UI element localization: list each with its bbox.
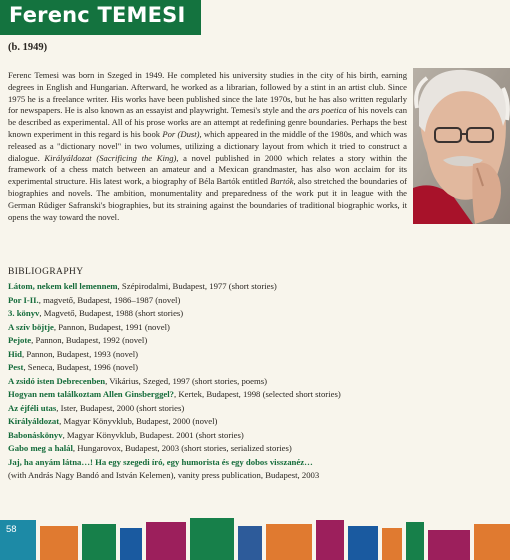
bio-part: , also stretched the boundaries of biographies and novels. The ambition, monumentality and preparedness of the work put it in league with the German Rüdiger Safranski's biographies, but its straining against the boundaries of traditional biographic works, it opens the way toward the novel. bbox=[8, 176, 407, 222]
bio-italic: Por (Dust) bbox=[162, 128, 200, 139]
bio-italic: Királyáldozat (Sacrificing the King) bbox=[44, 152, 177, 163]
list-item bbox=[8, 361, 428, 375]
name-banner bbox=[0, 0, 201, 35]
book-title: Gabo meg a halál bbox=[8, 443, 73, 453]
list-item bbox=[8, 415, 428, 429]
bibliography-heading: BIBLIOGRAPHY bbox=[8, 267, 84, 277]
stripe bbox=[382, 528, 402, 560]
book-details: , Hungarovox, Budapest, 2003 (short stories, serialized stories) bbox=[72, 443, 292, 453]
bio-part: of his novels can be described as experimental. All of his prose works are an attempt at redefining genre boundaries. Perhaps the best known experiment in this regard is his book bbox=[8, 105, 407, 139]
book-title: Jaj, ha anyám látna…! Ha egy szegedi író, egy humorista és egy dobos visszanéz… bbox=[8, 456, 313, 467]
list-item-continuation: (with András Nagy Bandó and István Kelemen), vanity press publication, Budapest, 2003 bbox=[8, 470, 320, 480]
book-details: , Seneca, Budapest, 1996 (novel) bbox=[23, 362, 139, 372]
stripe bbox=[146, 522, 186, 560]
biography-text bbox=[8, 70, 407, 223]
list-item bbox=[8, 348, 428, 362]
list-item bbox=[8, 280, 428, 294]
stripe bbox=[190, 518, 234, 560]
book-title: Az éjféli utas bbox=[8, 402, 57, 413]
stripe bbox=[406, 522, 424, 560]
book-details: , Magyar Könyvklub, Budapest, 2000 (novel) bbox=[59, 416, 218, 426]
list-item bbox=[8, 429, 428, 443]
author-portrait-photo bbox=[413, 68, 510, 224]
book-title: Hogyan nem találkoztam Allen Ginsberggel? bbox=[8, 389, 175, 399]
stripe bbox=[428, 530, 470, 560]
bio-italic: ars poetica bbox=[308, 105, 347, 116]
book-details: , Kertek, Budapest, 1998 (selected short stories) bbox=[174, 389, 341, 399]
author-name: Ferenc TEMESI bbox=[9, 3, 186, 27]
book-title: Királyáldozat bbox=[8, 416, 60, 426]
list-item bbox=[8, 307, 428, 321]
stripe bbox=[348, 526, 378, 560]
list-item bbox=[8, 321, 428, 335]
list-item bbox=[8, 402, 428, 416]
stripe bbox=[474, 524, 510, 560]
book-details: , Szépirodalmi, Budapest, 1977 (short stories) bbox=[117, 281, 277, 291]
book-title: A szív böjtje bbox=[8, 321, 54, 332]
book-details: , Ister, Budapest, 2000 (short stories) bbox=[56, 402, 185, 413]
stripe bbox=[82, 524, 116, 560]
bio-part: , a novel published in 2000 which relates a story within the framework of a chess match between an amateur and a Mexican grandmaster, has also won acclaim for its experimental structure. His latest work, a biography of Béla Bartók entitled bbox=[8, 152, 407, 187]
book-details: , Pannon, Budapest, 1993 (novel) bbox=[22, 348, 139, 359]
birth-year: (b. 1949) bbox=[8, 42, 48, 53]
book-details: , Pannon, Budapest, 1991 (novel) bbox=[53, 321, 170, 332]
list-item bbox=[8, 294, 428, 308]
list-item bbox=[8, 375, 428, 389]
list-item bbox=[8, 442, 428, 456]
stripe bbox=[238, 526, 262, 560]
book-details: , Pannon, Budapest, 1992 (novel) bbox=[31, 335, 148, 345]
book-title: Pest bbox=[8, 362, 24, 372]
book-title: Babonáskönyv bbox=[8, 429, 63, 440]
footer-color-stripes bbox=[0, 514, 510, 560]
book-details: , Vikárius, Szeged, 1997 (short stories, poems) bbox=[105, 375, 268, 386]
stripe bbox=[266, 524, 312, 560]
list-item bbox=[8, 334, 428, 348]
stripe bbox=[316, 520, 344, 560]
book-details: , Magyar Könyvklub, Budapest. 2001 (short stories) bbox=[62, 429, 244, 440]
book-title: A zsidó isten Debrecenben bbox=[8, 375, 106, 386]
list-item bbox=[8, 456, 428, 470]
book-details: , Magvető, Budapest, 1988 (short stories) bbox=[39, 308, 184, 318]
bibliography-list bbox=[8, 280, 428, 483]
book-title: Por I-II. bbox=[8, 294, 39, 305]
bio-part: Ferenc Temesi was born in Szeged in 1949. He completed his university studies in the city of his birth, earning degrees in English and Hungarian. Afterward, he worked as a librarian, followed by a stint in an artist club. Since 1975 he is a freelance writer. His works have been published since the late 1970s, but he has also written regularly for newspapers. He is also known as an essayist and playwright. Temesi's style and the bbox=[8, 70, 407, 116]
bio-part: , which appeared in the middle of the 1980s, and which was released as a "dictionary novel" in two volumes, utilizing a dictionary layout from which it tried to construct a dialogue. bbox=[8, 128, 407, 163]
book-details: , magvető, Budapest, 1986–1987 (novel) bbox=[38, 294, 181, 305]
page-number: 58 bbox=[6, 524, 17, 535]
stripe bbox=[40, 526, 78, 560]
list-item bbox=[8, 388, 428, 402]
book-title: 3. könyv bbox=[8, 308, 40, 318]
stripe bbox=[120, 528, 142, 560]
bio-italic: Bartók bbox=[270, 176, 294, 187]
book-title: Pejote bbox=[8, 335, 32, 345]
book-title: Látom, nekem kell lemennem bbox=[8, 281, 118, 291]
book-title: Hid bbox=[8, 348, 23, 359]
